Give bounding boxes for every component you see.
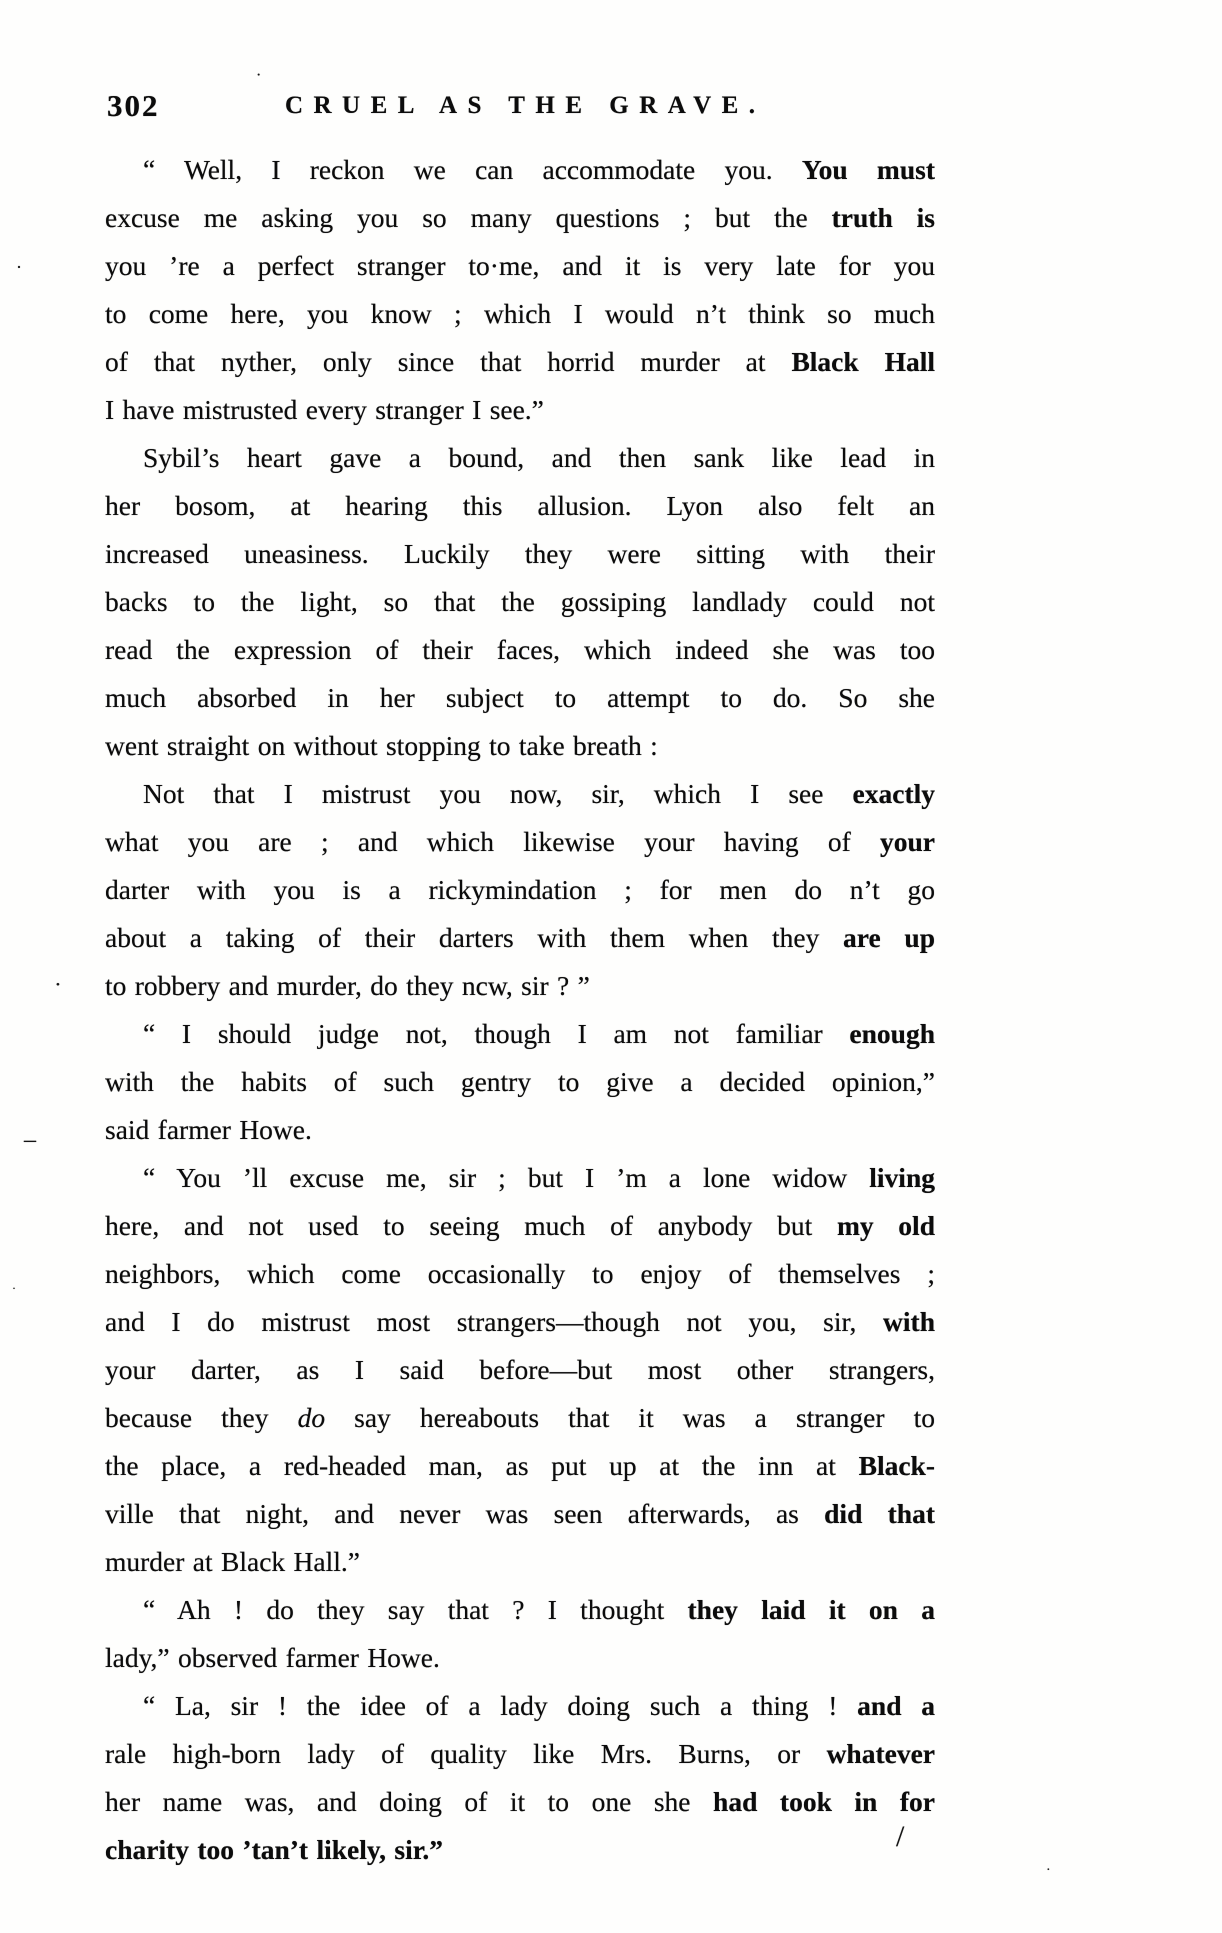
text-segment: with the habits of such gentry to give a decided opinion,” xyxy=(105,1066,935,1097)
text-segment: Black Hall xyxy=(791,346,935,377)
text-segment: my old xyxy=(836,1210,935,1241)
scan-artifact: • xyxy=(56,979,60,991)
text-segment: murder at Black Hall.” xyxy=(105,1546,360,1577)
text-line xyxy=(105,674,935,722)
text-line xyxy=(105,1778,935,1826)
text-segment: Sybil’s heart gave a bound, and then sank like lead in xyxy=(143,442,935,473)
text-segment: did that xyxy=(824,1498,935,1529)
text-segment: whatever xyxy=(826,1738,935,1769)
text-column xyxy=(105,146,935,1874)
text-segment: truth is xyxy=(831,202,935,233)
scan-artifact: / xyxy=(896,1820,905,1853)
text-line xyxy=(105,1682,935,1730)
text-line xyxy=(105,866,935,914)
text-line xyxy=(105,1586,935,1634)
text-line xyxy=(105,1298,935,1346)
text-segment: “ Ah ! do they say that ? I thought xyxy=(143,1594,688,1625)
text-segment: with xyxy=(883,1306,935,1337)
text-line xyxy=(105,1058,935,1106)
text-line xyxy=(105,626,935,674)
text-segment: do xyxy=(297,1402,326,1433)
text-segment: neighbors, which come occasionally to enjoy of themselves ; xyxy=(105,1258,935,1289)
paragraph xyxy=(105,1010,935,1154)
text-segment: charity too ’tan’t likely, sir.” xyxy=(105,1834,444,1865)
running-title: CRUEL AS THE GRAVE. xyxy=(284,92,766,119)
paragraph xyxy=(105,146,935,434)
text-segment: her bosom, at hearing this allusion. Lyon also felt an xyxy=(105,490,935,521)
text-segment: I have mistrusted every stranger I see.” xyxy=(105,394,544,425)
text-line xyxy=(105,1154,935,1202)
text-segment: Not that I mistrust you now, sir, which I see xyxy=(143,778,853,809)
text-line xyxy=(105,338,935,386)
text-segment: and a xyxy=(857,1690,935,1721)
text-segment: You must xyxy=(801,154,935,185)
text-segment: “ Well, I reckon we can accommodate you. xyxy=(143,154,802,185)
text-segment: her name was, and doing of it to one she xyxy=(105,1786,714,1817)
paragraph xyxy=(105,434,935,770)
paragraph xyxy=(105,1154,935,1586)
text-line xyxy=(105,578,935,626)
text-segment: “ You ’ll excuse me, sir ; but I ’m a lone widow xyxy=(143,1162,870,1193)
scan-artifact: · xyxy=(16,257,22,277)
text-segment: you ’re a perfect stranger to·me, and it is very late for you xyxy=(105,250,935,281)
text-segment: had took in for xyxy=(713,1786,935,1817)
text-segment: what you are ; and which likewise your having of xyxy=(105,826,880,857)
text-line xyxy=(105,1202,935,1250)
text-line xyxy=(105,1250,935,1298)
text-segment: ville that night, and never was seen afterwards, as xyxy=(105,1498,825,1529)
text-line xyxy=(105,770,935,818)
text-line xyxy=(105,1634,935,1682)
text-segment: increased uneasiness. Luckily they were sitting with their xyxy=(105,538,935,569)
paragraph xyxy=(105,1586,935,1682)
paragraph xyxy=(105,770,935,1010)
text-segment: said farmer Howe. xyxy=(105,1114,312,1145)
text-segment: the place, a red-headed man, as put up at the inn at xyxy=(105,1450,859,1481)
text-segment: are up xyxy=(843,922,935,953)
text-segment: because they xyxy=(105,1402,298,1433)
text-line xyxy=(105,1826,935,1874)
text-line xyxy=(105,242,935,290)
text-segment: “ La, sir ! the idee of a lady doing such a thing ! xyxy=(143,1690,858,1721)
text-segment: went straight on without stopping to take breath : xyxy=(105,730,658,761)
text-line xyxy=(105,1442,935,1490)
text-segment: read the expression of their faces, which indeed she was too xyxy=(105,634,935,665)
text-segment: darter with you is a rickymindation ; for men do n’t go xyxy=(105,874,935,905)
page-header xyxy=(105,86,935,128)
text-segment: exactly xyxy=(852,778,935,809)
text-segment: your darter, as I said before—but most other strangers, xyxy=(105,1354,935,1385)
text-segment: living xyxy=(869,1162,935,1193)
text-line xyxy=(105,962,935,1010)
text-line xyxy=(105,146,935,194)
text-segment: they laid it on a xyxy=(687,1594,935,1625)
paragraph xyxy=(105,1682,935,1874)
text-line xyxy=(105,1010,935,1058)
scan-artifact: · xyxy=(1046,1863,1051,1878)
text-segment: “ I should judge not, though I am not familiar xyxy=(143,1018,850,1049)
text-line xyxy=(105,194,935,242)
text-segment: excuse me asking you so many questions ; but the xyxy=(105,202,832,233)
text-line xyxy=(105,1538,935,1586)
text-line xyxy=(105,1394,935,1442)
text-line xyxy=(105,818,935,866)
text-segment: and I do mistrust most strangers—though not you, sir, xyxy=(105,1306,884,1337)
scan-artifact: · xyxy=(256,67,262,84)
scan-artifact: · xyxy=(12,1281,16,1295)
text-line xyxy=(105,1730,935,1778)
text-segment: lady,” observed farmer Howe. xyxy=(105,1642,440,1673)
text-line xyxy=(105,482,935,530)
text-segment: your xyxy=(880,826,935,857)
text-segment: here, and not used to seeing much of anybody but xyxy=(105,1210,837,1241)
text-segment: to robbery and murder, do they ncw, sir ? ” xyxy=(105,970,590,1001)
text-line xyxy=(105,530,935,578)
text-segment: enough xyxy=(849,1018,935,1049)
text-segment: Black- xyxy=(858,1450,935,1481)
text-line xyxy=(105,1490,935,1538)
page-number: 302 xyxy=(107,88,160,123)
text-line xyxy=(105,1106,935,1154)
text-segment: rale high-born lady of quality like Mrs. Burns, or xyxy=(105,1738,827,1769)
text-segment: to come here, you know ; which I would n’t think so much xyxy=(105,298,935,329)
text-line xyxy=(105,386,935,434)
text-line xyxy=(105,722,935,770)
text-segment: of that nyther, only since that horrid murder at xyxy=(105,346,792,377)
text-line xyxy=(105,914,935,962)
text-segment: backs to the light, so that the gossiping landlady could not xyxy=(105,586,935,617)
text-segment: about a taking of their darters with them when they xyxy=(105,922,844,953)
text-segment: much absorbed in her subject to attempt to do. So she xyxy=(105,682,935,713)
scan-artifact: – xyxy=(24,1127,36,1153)
text-line xyxy=(105,434,935,482)
text-segment: say hereabouts that it was a stranger to xyxy=(325,1402,935,1433)
text-line xyxy=(105,1346,935,1394)
text-line xyxy=(105,290,935,338)
